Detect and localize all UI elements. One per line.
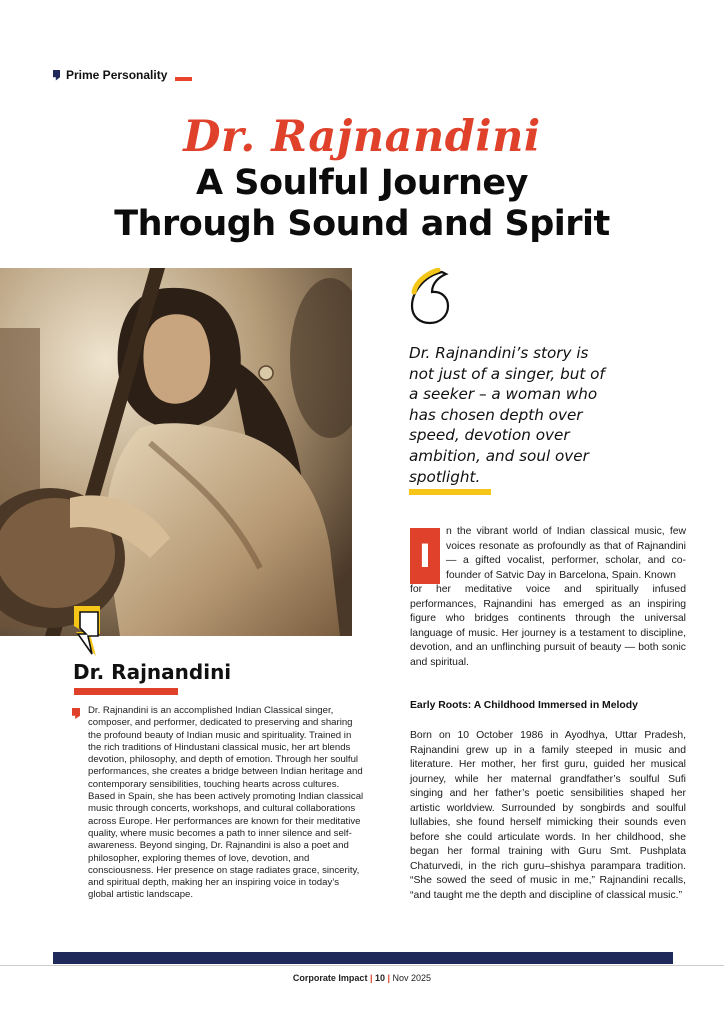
profile-bio: Dr. Rajnandini is an accomplished Indian Classical singer, composer, and performer, dedicated to preserving and sharing the profound beauty of Indian music and spirituality. Trained in the rich traditions of Hindustani classical music, her art blends devotion, philosophy, and depth of emotion. Through her soulful performances, she creates a bridge between Indian heritage and contemporary sensibilities, touching hearts across cultures. Based in Spain, she has been actively promoting Indian classical music through concerts, workshops, and cultural collaborations across Europe. Her performances are known for their meditative quality, where music becomes a path to inner silence and self-awareness. Beyond singing, Dr. Rajnandini is also a poet and philosopher, exploring themes of love, devotion, and consciousness. Her presence on stage radiates grace, sincerity, and spiritual depth, making her an inspiring voice in today’s global artistic landscape. bbox=[88, 705, 364, 901]
pull-quote: Dr. Rajnandini’s story is not just of a singer, but of a seeker – a woman who has chosen depth over speed, devotion over ambition, and soul over spotlight. bbox=[409, 344, 605, 486]
drop-cap: I bbox=[410, 528, 440, 584]
section-subheading: Early Roots: A Childhood Immersed in Melody bbox=[410, 700, 638, 711]
section-tag bbox=[53, 68, 192, 82]
early-roots-paragraph: Born on 10 October 1986 in Ayodhya, Uttar Pradesh, Rajnandini grew up in a family steeped in music and literature. Her mother, her first guru, guided her musical journey, while her maternal grandfather’s soulful Sufi singing and her father’s poetic sensibilities shaped her artistic worldview. Surrounded by songbirds and soulful lullabies, she found herself mimicking their sounds even before she could articulate words. In her childhood, she began her formal training with Guru Smt. Pushplata Chaturvedi, in the rich guru–shishya parampara tradition. “She sowed the seed of music in me,” Rajnandini recalls, “and taught me the depth and discipline of classical music.” bbox=[410, 730, 686, 901]
quote-mark-icon bbox=[408, 268, 456, 326]
intro-paragraph-rest: for her meditative voice and spiritually infused performances, Rajnandini has emerged as an inspiring figure who bridges continents through the universal language of music. Her journey is a testament to discipline, devotion, and an unflinching pursuit of beauty — both sonic and spiritual. bbox=[410, 584, 686, 668]
intro-paragraph-first-lines: n the vibrant world of Indian classical music, few voices resonate as profoundly as that of Rajnandini — a gifted vocalist, performer, scholar, and co-founder of Satvic Day in Barcelona, Spain. Known bbox=[446, 526, 686, 581]
footer-separator: | bbox=[369, 973, 375, 983]
footer-separator: | bbox=[385, 973, 393, 983]
profile-underline bbox=[74, 688, 178, 695]
portrait-photo bbox=[0, 268, 352, 636]
section-marker-icon bbox=[53, 70, 60, 81]
bullet-marker-icon bbox=[72, 708, 80, 719]
footer-issue: Nov 2025 bbox=[392, 973, 432, 983]
section-underline bbox=[175, 77, 192, 81]
quote-accent-bar bbox=[409, 489, 491, 495]
headline-line-1: A Soulful Journey bbox=[196, 163, 528, 203]
section-label: Prime Personality bbox=[66, 68, 168, 82]
footer-publication: Corporate Impact bbox=[292, 973, 368, 983]
footer-page-number: 10 bbox=[374, 973, 385, 983]
profile-name: Dr. Rajnandini bbox=[73, 660, 232, 684]
headline-line-2: Through Sound and Spirit bbox=[114, 204, 610, 244]
lightning-quote-icon bbox=[70, 604, 104, 658]
footer-rule bbox=[0, 965, 724, 966]
footer-band bbox=[53, 952, 673, 964]
footer bbox=[0, 973, 724, 983]
headline-name: Dr. Rajnandini bbox=[183, 112, 541, 162]
